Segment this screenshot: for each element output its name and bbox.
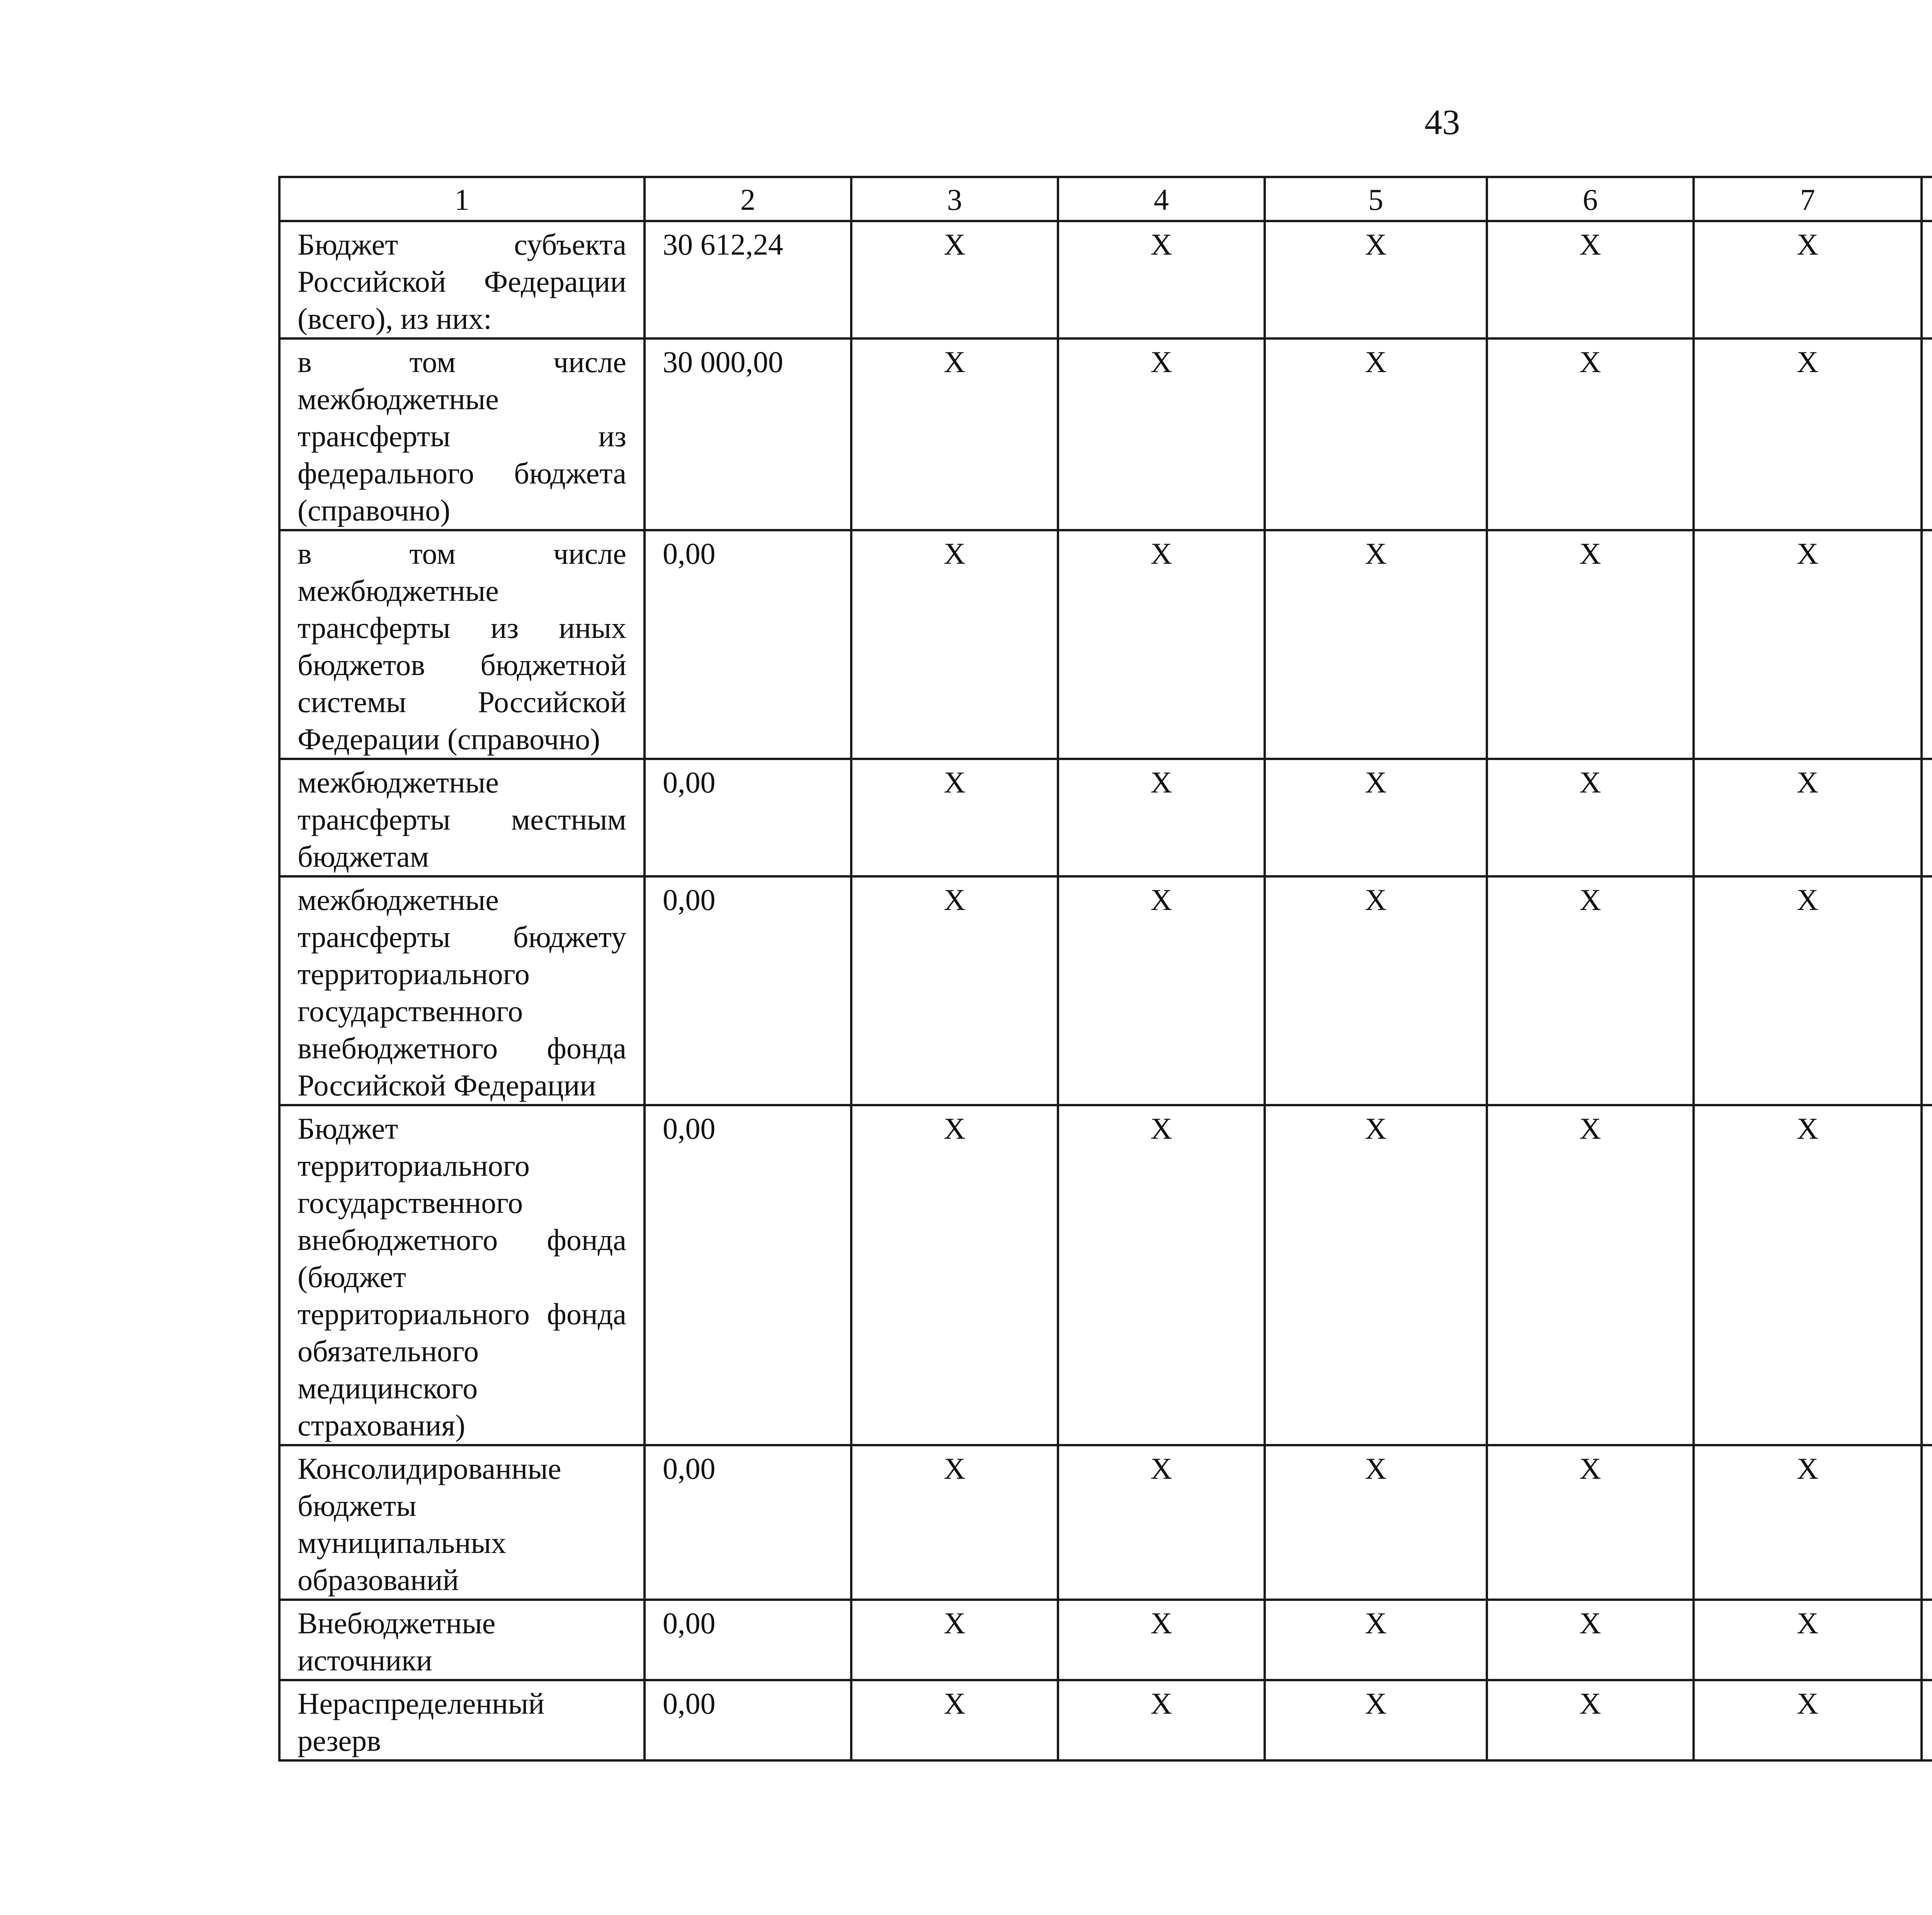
mark-cell xyxy=(1922,1600,1932,1680)
row-label: в том числе межбюджетные трансферты из федерального бюджета (справочно) xyxy=(279,338,645,530)
row-label: Бюджет территориального государственного внебюджетного фонда (бюджет территориального фонда обязательного медицинского страхования) xyxy=(279,1105,645,1445)
mark-cell: X xyxy=(1265,1680,1487,1760)
mark-cell: X xyxy=(1694,338,1922,530)
table-row xyxy=(279,759,1932,876)
table-row xyxy=(279,1445,1932,1600)
mark-cell: X xyxy=(1265,221,1487,338)
table-row xyxy=(279,1680,1932,1760)
mark-cell: X xyxy=(1058,221,1265,338)
amount-cell: 0,00 xyxy=(645,759,851,876)
mark-cell: X xyxy=(1058,1105,1265,1445)
amount-cell: 0,00 xyxy=(645,1680,851,1760)
mark-cell: X xyxy=(851,1600,1058,1680)
mark-cell: X xyxy=(1694,1445,1922,1600)
mark-cell: X xyxy=(1487,1445,1694,1600)
amount-cell: 0,00 xyxy=(645,1600,851,1680)
mark-cell xyxy=(1922,530,1932,759)
table-row xyxy=(279,876,1932,1105)
mark-cell xyxy=(1922,876,1932,1105)
table-row xyxy=(279,221,1932,338)
row-label: в том числе межбюджетные трансферты из иных бюджетов бюджетной системы Российской Федерации (справочно) xyxy=(279,530,645,759)
budget-table xyxy=(278,176,1932,1762)
mark-cell: X xyxy=(1058,1600,1265,1680)
mark-cell xyxy=(1922,221,1932,338)
mark-cell: X xyxy=(1487,876,1694,1105)
amount-cell: 30 000,00 xyxy=(645,338,851,530)
mark-cell: X xyxy=(1694,1600,1922,1680)
mark-cell: X xyxy=(851,876,1058,1105)
page-number: 43 xyxy=(1424,102,1460,142)
mark-cell: X xyxy=(1265,1445,1487,1600)
table-row xyxy=(279,1600,1932,1680)
row-label: Бюджет субъекта Российской Федерации (всего), из них: xyxy=(279,221,645,338)
column-header: 1 xyxy=(279,177,645,221)
mark-cell: X xyxy=(1487,530,1694,759)
mark-cell: X xyxy=(1265,759,1487,876)
header-row xyxy=(279,177,1932,221)
amount-cell: 30 612,24 xyxy=(645,221,851,338)
mark-cell: X xyxy=(1058,338,1265,530)
column-header: 4 xyxy=(1058,177,1265,221)
mark-cell: X xyxy=(1487,338,1694,530)
mark-cell: X xyxy=(1265,1105,1487,1445)
mark-cell: X xyxy=(851,1680,1058,1760)
mark-cell: X xyxy=(1058,530,1265,759)
mark-cell: X xyxy=(1265,1600,1487,1680)
column-header xyxy=(1922,177,1932,221)
row-label: Внебюджетные источники xyxy=(279,1600,645,1680)
mark-cell: X xyxy=(1694,530,1922,759)
mark-cell: X xyxy=(1265,876,1487,1105)
mark-cell: X xyxy=(851,1105,1058,1445)
mark-cell: X xyxy=(851,1445,1058,1600)
mark-cell: X xyxy=(1694,1105,1922,1445)
mark-cell: X xyxy=(1487,759,1694,876)
mark-cell: X xyxy=(1265,338,1487,530)
mark-cell: X xyxy=(1487,221,1694,338)
mark-cell: X xyxy=(1487,1680,1694,1760)
row-label: Нераспределенный резерв xyxy=(279,1680,645,1760)
mark-cell xyxy=(1922,1105,1932,1445)
column-header: 2 xyxy=(645,177,851,221)
mark-cell: X xyxy=(851,530,1058,759)
mark-cell: X xyxy=(1058,1445,1265,1600)
column-header: 3 xyxy=(851,177,1058,221)
column-header: 6 xyxy=(1487,177,1694,221)
mark-cell: X xyxy=(1694,759,1922,876)
mark-cell xyxy=(1922,1680,1932,1760)
mark-cell: X xyxy=(1058,1680,1265,1760)
mark-cell xyxy=(1922,759,1932,876)
mark-cell: X xyxy=(851,221,1058,338)
amount-cell: 0,00 xyxy=(645,530,851,759)
mark-cell: X xyxy=(1058,876,1265,1105)
row-label: межбюджетные трансферты бюджету территориального государственного внебюджетного фонда Российской Федерации xyxy=(279,876,645,1105)
mark-cell: X xyxy=(1694,876,1922,1105)
mark-cell: X xyxy=(1694,221,1922,338)
column-header: 7 xyxy=(1694,177,1922,221)
table-row xyxy=(279,338,1932,530)
table-row xyxy=(279,530,1932,759)
mark-cell: X xyxy=(1058,759,1265,876)
table-row xyxy=(279,1105,1932,1445)
mark-cell xyxy=(1922,1445,1932,1600)
amount-cell: 0,00 xyxy=(645,1445,851,1600)
mark-cell: X xyxy=(1265,530,1487,759)
mark-cell: X xyxy=(851,338,1058,530)
mark-cell: X xyxy=(1487,1600,1694,1680)
mark-cell: X xyxy=(851,759,1058,876)
column-header: 5 xyxy=(1265,177,1487,221)
row-label: межбюджетные трансферты местным бюджетам xyxy=(279,759,645,876)
mark-cell: X xyxy=(1487,1105,1694,1445)
mark-cell xyxy=(1922,338,1932,530)
mark-cell: X xyxy=(1694,1680,1922,1760)
row-label: Консолидированные бюджеты муниципальных образований xyxy=(279,1445,645,1600)
amount-cell: 0,00 xyxy=(645,1105,851,1445)
amount-cell: 0,00 xyxy=(645,876,851,1105)
